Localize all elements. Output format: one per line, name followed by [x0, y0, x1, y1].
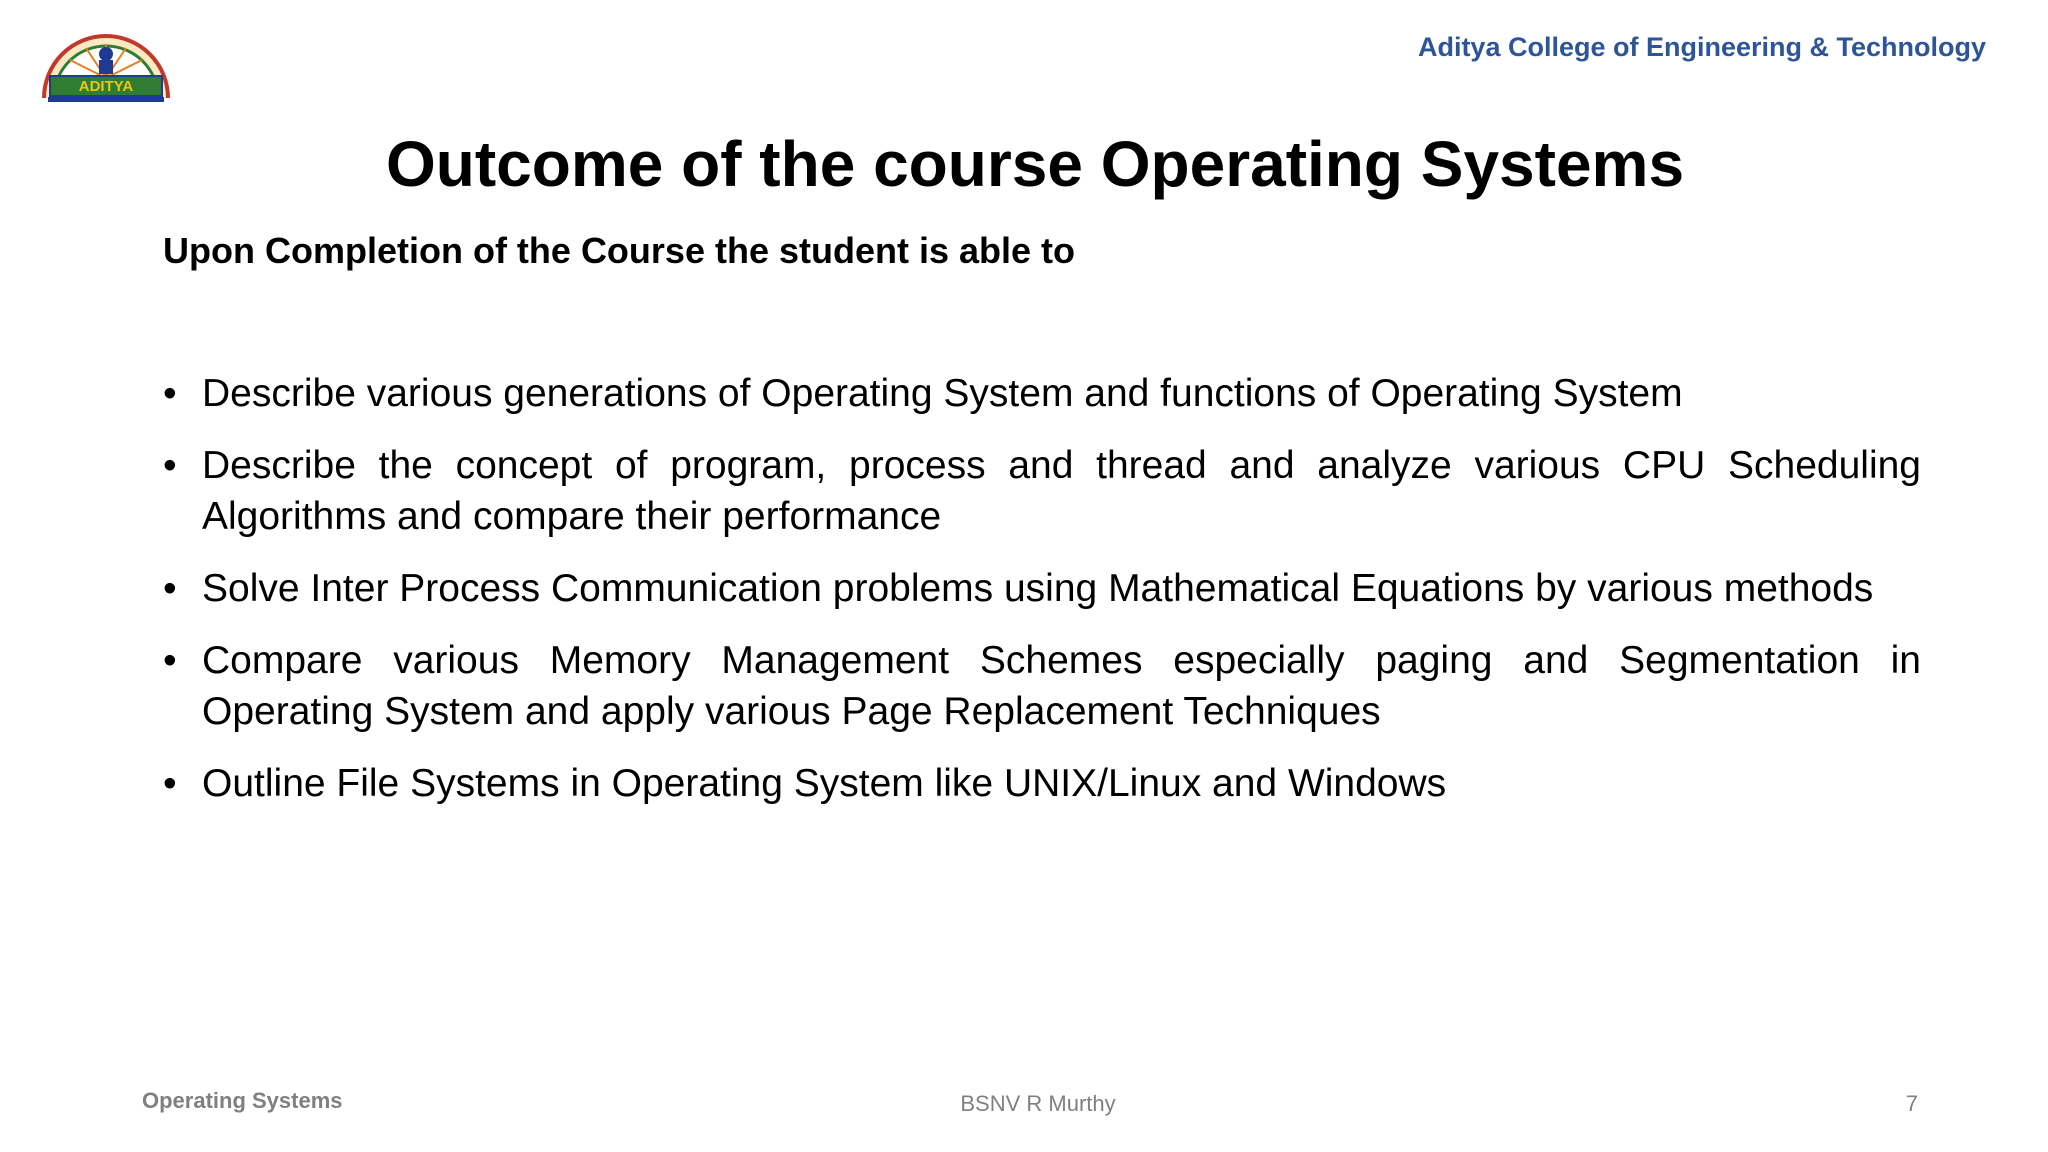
- outcome-text: Compare various Memory Management Schemes especially paging and Segmentation in Operating System and apply various Page Replacement Techniques: [202, 639, 1921, 733]
- footer-author: BSNV R Murthy: [960, 1091, 1116, 1116]
- logo-text: ADITYA: [78, 78, 134, 95]
- bullet-icon: •: [163, 639, 177, 682]
- outcome-text: Solve Inter Process Communication problems using Mathematical Equations by various methods: [202, 567, 1874, 610]
- bullet-icon: •: [163, 567, 177, 610]
- list-item: [163, 440, 1921, 542]
- slide-subtitle: Upon Completion of the Course the student is able to: [163, 230, 1076, 271]
- outcome-list: [163, 368, 1921, 830]
- college-seal-logo: [38, 20, 174, 104]
- bullet-icon: •: [163, 372, 177, 415]
- institution-name: Aditya College of Engineering & Technology: [1417, 32, 1986, 62]
- outcome-text: Describe various generations of Operating System and functions of Operating System: [202, 372, 1683, 415]
- list-item: [163, 368, 1921, 419]
- footer-course: Operating Systems: [142, 1088, 343, 1113]
- slide-title: Outcome of the course Operating Systems: [385, 128, 1685, 200]
- list-item: [163, 563, 1921, 614]
- bullet-icon: •: [163, 444, 177, 487]
- bullet-icon: •: [163, 762, 177, 805]
- outcome-text: Describe the concept of program, process and thread and analyze various CPU Scheduling Algorithms and compare their performance: [202, 444, 1921, 538]
- list-item: [163, 635, 1921, 737]
- page-number: 7: [1905, 1091, 1918, 1116]
- outcome-text: Outline File Systems in Operating System like UNIX/Linux and Windows: [202, 762, 1447, 805]
- list-item: [163, 758, 1921, 809]
